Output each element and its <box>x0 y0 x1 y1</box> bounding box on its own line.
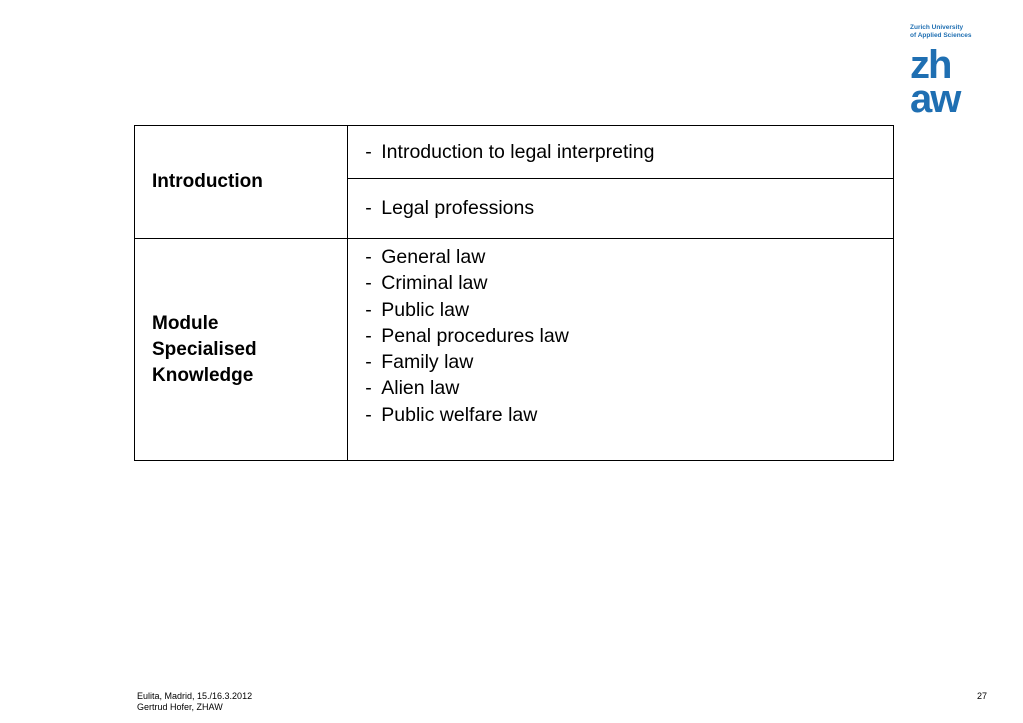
list-item-text: Alien law <box>381 377 460 400</box>
introduction-label-cell <box>135 126 348 239</box>
list-item <box>365 323 893 349</box>
introduction-item-cell <box>348 179 894 239</box>
list-item-text: Legal professions <box>381 197 535 220</box>
logo-mark-top: zh <box>910 47 951 87</box>
logo-mark-bottom: aw <box>910 77 960 117</box>
list-item <box>365 297 893 323</box>
list-dash: - <box>365 197 372 220</box>
module-item-cell <box>348 239 894 461</box>
list-dash: - <box>365 403 372 426</box>
introduction-label: Introduction <box>152 171 263 192</box>
table-row <box>135 126 894 179</box>
logo-tagline-line2: of Applied Sciences <box>910 31 972 39</box>
module-label-line: Module <box>152 312 219 334</box>
logo-tagline-line1: Zurich University <box>910 24 964 31</box>
list-item-text: Penal procedures law <box>381 324 569 347</box>
list-item <box>365 402 893 428</box>
footer-author: Gertrud Hofer, ZHAW <box>137 702 223 712</box>
page-number: 27 <box>977 691 988 701</box>
table-row <box>135 239 894 461</box>
module-label-cell <box>135 239 348 461</box>
module-label-line: Knowledge <box>152 364 254 386</box>
list-dash: - <box>365 298 372 321</box>
introduction-item-cell <box>348 126 894 179</box>
list-dash: - <box>365 140 372 163</box>
list-item-text: Introduction to legal interpreting <box>381 140 655 163</box>
module-label-line: Specialised <box>152 338 257 360</box>
zhaw-logo-mark-icon <box>910 47 984 117</box>
footer-event: Eulita, Madrid, 15./16.3.2012 <box>137 691 253 701</box>
list-item <box>365 139 893 165</box>
list-item <box>365 349 893 375</box>
list-item <box>365 244 893 270</box>
list-item <box>365 375 893 401</box>
list-dash: - <box>365 272 372 295</box>
list-item <box>365 195 893 221</box>
footer-info <box>137 691 252 713</box>
list-dash: - <box>365 351 372 374</box>
list-item <box>365 270 893 296</box>
list-dash: - <box>365 246 372 268</box>
list-item-text: Criminal law <box>381 272 488 295</box>
list-dash: - <box>365 377 372 400</box>
course-table <box>134 125 894 461</box>
list-dash: - <box>365 324 372 347</box>
list-item-text: Family law <box>381 351 474 374</box>
list-item-text: Public law <box>381 298 470 321</box>
list-item-text: Public welfare law <box>381 403 538 426</box>
zhaw-logo <box>910 24 990 117</box>
logo-tagline <box>910 24 990 39</box>
list-item-text: General law <box>381 246 486 268</box>
